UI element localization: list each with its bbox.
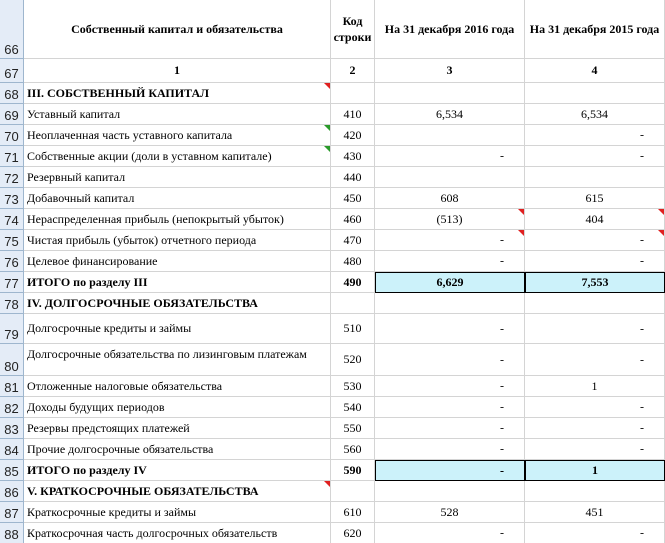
cell[interactable]: 6,534 — [525, 104, 665, 125]
cell[interactable]: 528 — [375, 502, 525, 523]
row-number: 81 — [0, 376, 24, 397]
cell-value: - — [640, 127, 644, 142]
comment-indicator — [658, 209, 664, 215]
header-cell-name[interactable]: Собственный капитал и обязательства — [24, 0, 331, 59]
cell[interactable] — [525, 418, 665, 439]
header-cell-code[interactable]: Код строки — [331, 0, 375, 59]
cell[interactable] — [331, 293, 375, 314]
cell[interactable]: 480 — [331, 251, 375, 272]
section-title[interactable]: III. СОБСТВЕННЫЙ КАПИТАЛ — [24, 83, 331, 104]
table-row — [0, 104, 665, 125]
row-number: 82 — [0, 397, 24, 418]
table-row — [0, 397, 665, 418]
cell[interactable]: 2 — [331, 59, 375, 83]
table-row — [0, 314, 665, 344]
cell[interactable] — [331, 83, 375, 104]
comment-indicator — [518, 230, 524, 236]
cell[interactable]: Долгосрочные кредиты и займы — [24, 314, 331, 344]
cell[interactable]: 6,629 — [375, 272, 525, 293]
cell-value: - — [500, 420, 504, 435]
cell[interactable]: 1 — [24, 59, 331, 83]
cell[interactable] — [375, 230, 525, 251]
cell[interactable]: 4 — [525, 59, 665, 83]
cell-value: - — [640, 321, 644, 335]
cell[interactable]: Уставный капитал — [24, 104, 331, 125]
cell[interactable] — [525, 293, 665, 314]
comment-indicator — [518, 209, 524, 215]
cell[interactable]: 1 — [525, 460, 665, 481]
table-row — [0, 146, 665, 167]
table-row — [0, 376, 665, 397]
comment-indicator — [658, 230, 664, 236]
cell[interactable] — [525, 439, 665, 460]
table-header-row — [0, 0, 665, 59]
table-row — [0, 293, 665, 314]
table-row — [0, 125, 665, 146]
table-row — [0, 523, 665, 543]
cell-value: - — [500, 148, 504, 163]
row-number: 80 — [0, 344, 24, 376]
comment-indicator — [324, 83, 330, 89]
cell[interactable] — [375, 125, 525, 146]
cell[interactable]: 608 — [375, 188, 525, 209]
table-row — [0, 502, 665, 523]
cell[interactable]: 490 — [331, 272, 375, 293]
cell[interactable]: Нераспределенная прибыль (непокрытый убыток) — [24, 209, 331, 230]
cell[interactable]: 520 — [331, 344, 375, 376]
cell[interactable] — [375, 481, 525, 502]
cell[interactable]: Резервный капитал — [24, 167, 331, 188]
section-title[interactable]: IV. ДОЛГОСРОЧНЫЕ ОБЯЗАТЕЛЬСТВА — [24, 293, 331, 314]
cell[interactable]: 560 — [331, 439, 375, 460]
cell-value: - — [640, 399, 644, 414]
cell-value: - — [640, 253, 644, 268]
cell[interactable] — [525, 230, 665, 251]
table-row-total — [0, 272, 665, 293]
cell[interactable]: 510 — [331, 314, 375, 344]
cell[interactable]: 470 — [331, 230, 375, 251]
cell[interactable] — [525, 523, 665, 543]
cell[interactable]: (513) — [375, 209, 525, 230]
cell[interactable] — [525, 146, 665, 167]
cell[interactable]: Отложенные налоговые обязательства — [24, 376, 331, 397]
cell-value: - — [500, 399, 504, 414]
cell-value: - — [500, 232, 504, 247]
cell-value: - — [640, 420, 644, 435]
cell[interactable]: Прочие долгосрочные обязательства — [24, 439, 331, 460]
cell[interactable]: 404 — [525, 209, 665, 230]
cell[interactable]: 615 — [525, 188, 665, 209]
row-number: 77 — [0, 272, 24, 293]
cell[interactable]: Доходы будущих периодов — [24, 397, 331, 418]
table-row — [0, 83, 665, 104]
header-cell-2015[interactable]: На 31 декабря 2015 года — [525, 0, 665, 59]
cell[interactable]: Долгосрочные обязательства по лизинговым платежам — [24, 344, 331, 376]
cell[interactable]: Неоплаченная часть уставного капитала — [24, 125, 331, 146]
cell-value: - — [500, 378, 504, 393]
cell[interactable] — [375, 376, 525, 397]
cell[interactable]: 3 — [375, 59, 525, 83]
cell[interactable]: 430 — [331, 146, 375, 167]
table-row — [0, 418, 665, 439]
cell[interactable]: 451 — [525, 502, 665, 523]
cell[interactable] — [525, 125, 665, 146]
row-number: 74 — [0, 209, 24, 230]
cell[interactable]: Краткосрочная часть долгосрочных обязательств — [24, 523, 331, 543]
cell[interactable] — [525, 314, 665, 344]
cell[interactable]: Собственные акции (доли в уставном капитале) — [24, 146, 331, 167]
cell[interactable] — [375, 146, 525, 167]
cell[interactable] — [375, 83, 525, 104]
cell[interactable]: 540 — [331, 397, 375, 418]
cell[interactable] — [375, 418, 525, 439]
header-cell-2016[interactable]: На 31 декабря 2016 года — [375, 0, 525, 59]
cell[interactable]: 590 — [331, 460, 375, 481]
cell[interactable]: 410 — [331, 104, 375, 125]
cell[interactable]: ИТОГО по разделу III — [24, 272, 331, 293]
cell-value: - — [500, 253, 504, 268]
cell[interactable]: Краткосрочные кредиты и займы — [24, 502, 331, 523]
cell[interactable] — [331, 481, 375, 502]
row-number: 78 — [0, 293, 24, 314]
cell[interactable] — [525, 397, 665, 418]
cell[interactable]: 610 — [331, 502, 375, 523]
cell[interactable] — [375, 460, 525, 481]
cell[interactable] — [525, 251, 665, 272]
cell[interactable] — [375, 344, 525, 376]
cell[interactable] — [375, 439, 525, 460]
row-number: 73 — [0, 188, 24, 209]
row-number: 85 — [0, 460, 24, 481]
row-number: 88 — [0, 523, 24, 543]
cell[interactable] — [525, 481, 665, 502]
cell[interactable] — [375, 314, 525, 344]
row-number: 71 — [0, 146, 24, 167]
cell-value: - — [500, 441, 504, 456]
table-row — [0, 230, 665, 251]
cell[interactable] — [525, 83, 665, 104]
cell[interactable]: 530 — [331, 376, 375, 397]
cell[interactable]: 6,534 — [375, 104, 525, 125]
cell-value: - — [640, 148, 644, 163]
row-number: 75 — [0, 230, 24, 251]
cell[interactable] — [525, 167, 665, 188]
row-number: 79 — [0, 314, 24, 344]
comment-indicator — [324, 481, 330, 487]
cell[interactable]: 420 — [331, 125, 375, 146]
column-number-row — [0, 59, 665, 83]
cell[interactable] — [375, 523, 525, 543]
cell[interactable]: Чистая прибыль (убыток) отчетного периода — [24, 230, 331, 251]
table-row — [0, 439, 665, 460]
row-number: 66 — [0, 0, 24, 59]
row-number: 68 — [0, 83, 24, 104]
row-number: 67 — [0, 59, 24, 83]
row-number: 84 — [0, 439, 24, 460]
section-title[interactable]: V. КРАТКОСРОЧНЫЕ ОБЯЗАТЕЛЬСТВА — [24, 481, 331, 502]
table-row — [0, 251, 665, 272]
table-row — [0, 344, 665, 376]
cell[interactable]: 7,553 — [525, 272, 665, 293]
cell-value: - — [640, 441, 644, 456]
cell[interactable]: 450 — [331, 188, 375, 209]
table-row-total — [0, 460, 665, 481]
table-row — [0, 188, 665, 209]
cell[interactable] — [375, 293, 525, 314]
cell-value: - — [640, 352, 644, 366]
cell-value: - — [640, 232, 644, 247]
row-number: 70 — [0, 125, 24, 146]
cell[interactable]: 550 — [331, 418, 375, 439]
row-number: 76 — [0, 251, 24, 272]
comment-indicator — [324, 125, 330, 131]
cell-value: - — [640, 525, 644, 540]
cell-value: - — [500, 463, 504, 477]
cell[interactable]: ИТОГО по разделу IV — [24, 460, 331, 481]
cell[interactable]: 460 — [331, 209, 375, 230]
row-number: 69 — [0, 104, 24, 125]
table-row — [0, 167, 665, 188]
cell[interactable]: Целевое финансирование — [24, 251, 331, 272]
cell[interactable]: 620 — [331, 523, 375, 543]
cell-value: - — [500, 352, 504, 366]
cell[interactable] — [525, 344, 665, 376]
cell-value: - — [500, 525, 504, 540]
cell[interactable] — [375, 251, 525, 272]
row-number: 72 — [0, 167, 24, 188]
table-row — [0, 481, 665, 502]
cell[interactable]: 440 — [331, 167, 375, 188]
cell[interactable]: Добавочный капитал — [24, 188, 331, 209]
cell-value: - — [500, 321, 504, 335]
row-number: 87 — [0, 502, 24, 523]
cell[interactable] — [375, 397, 525, 418]
cell[interactable]: Резервы предстоящих платежей — [24, 418, 331, 439]
row-number: 83 — [0, 418, 24, 439]
table-row — [0, 209, 665, 230]
row-number: 86 — [0, 481, 24, 502]
comment-indicator — [324, 146, 330, 152]
cell[interactable]: 1 — [525, 376, 665, 397]
cell[interactable] — [375, 167, 525, 188]
